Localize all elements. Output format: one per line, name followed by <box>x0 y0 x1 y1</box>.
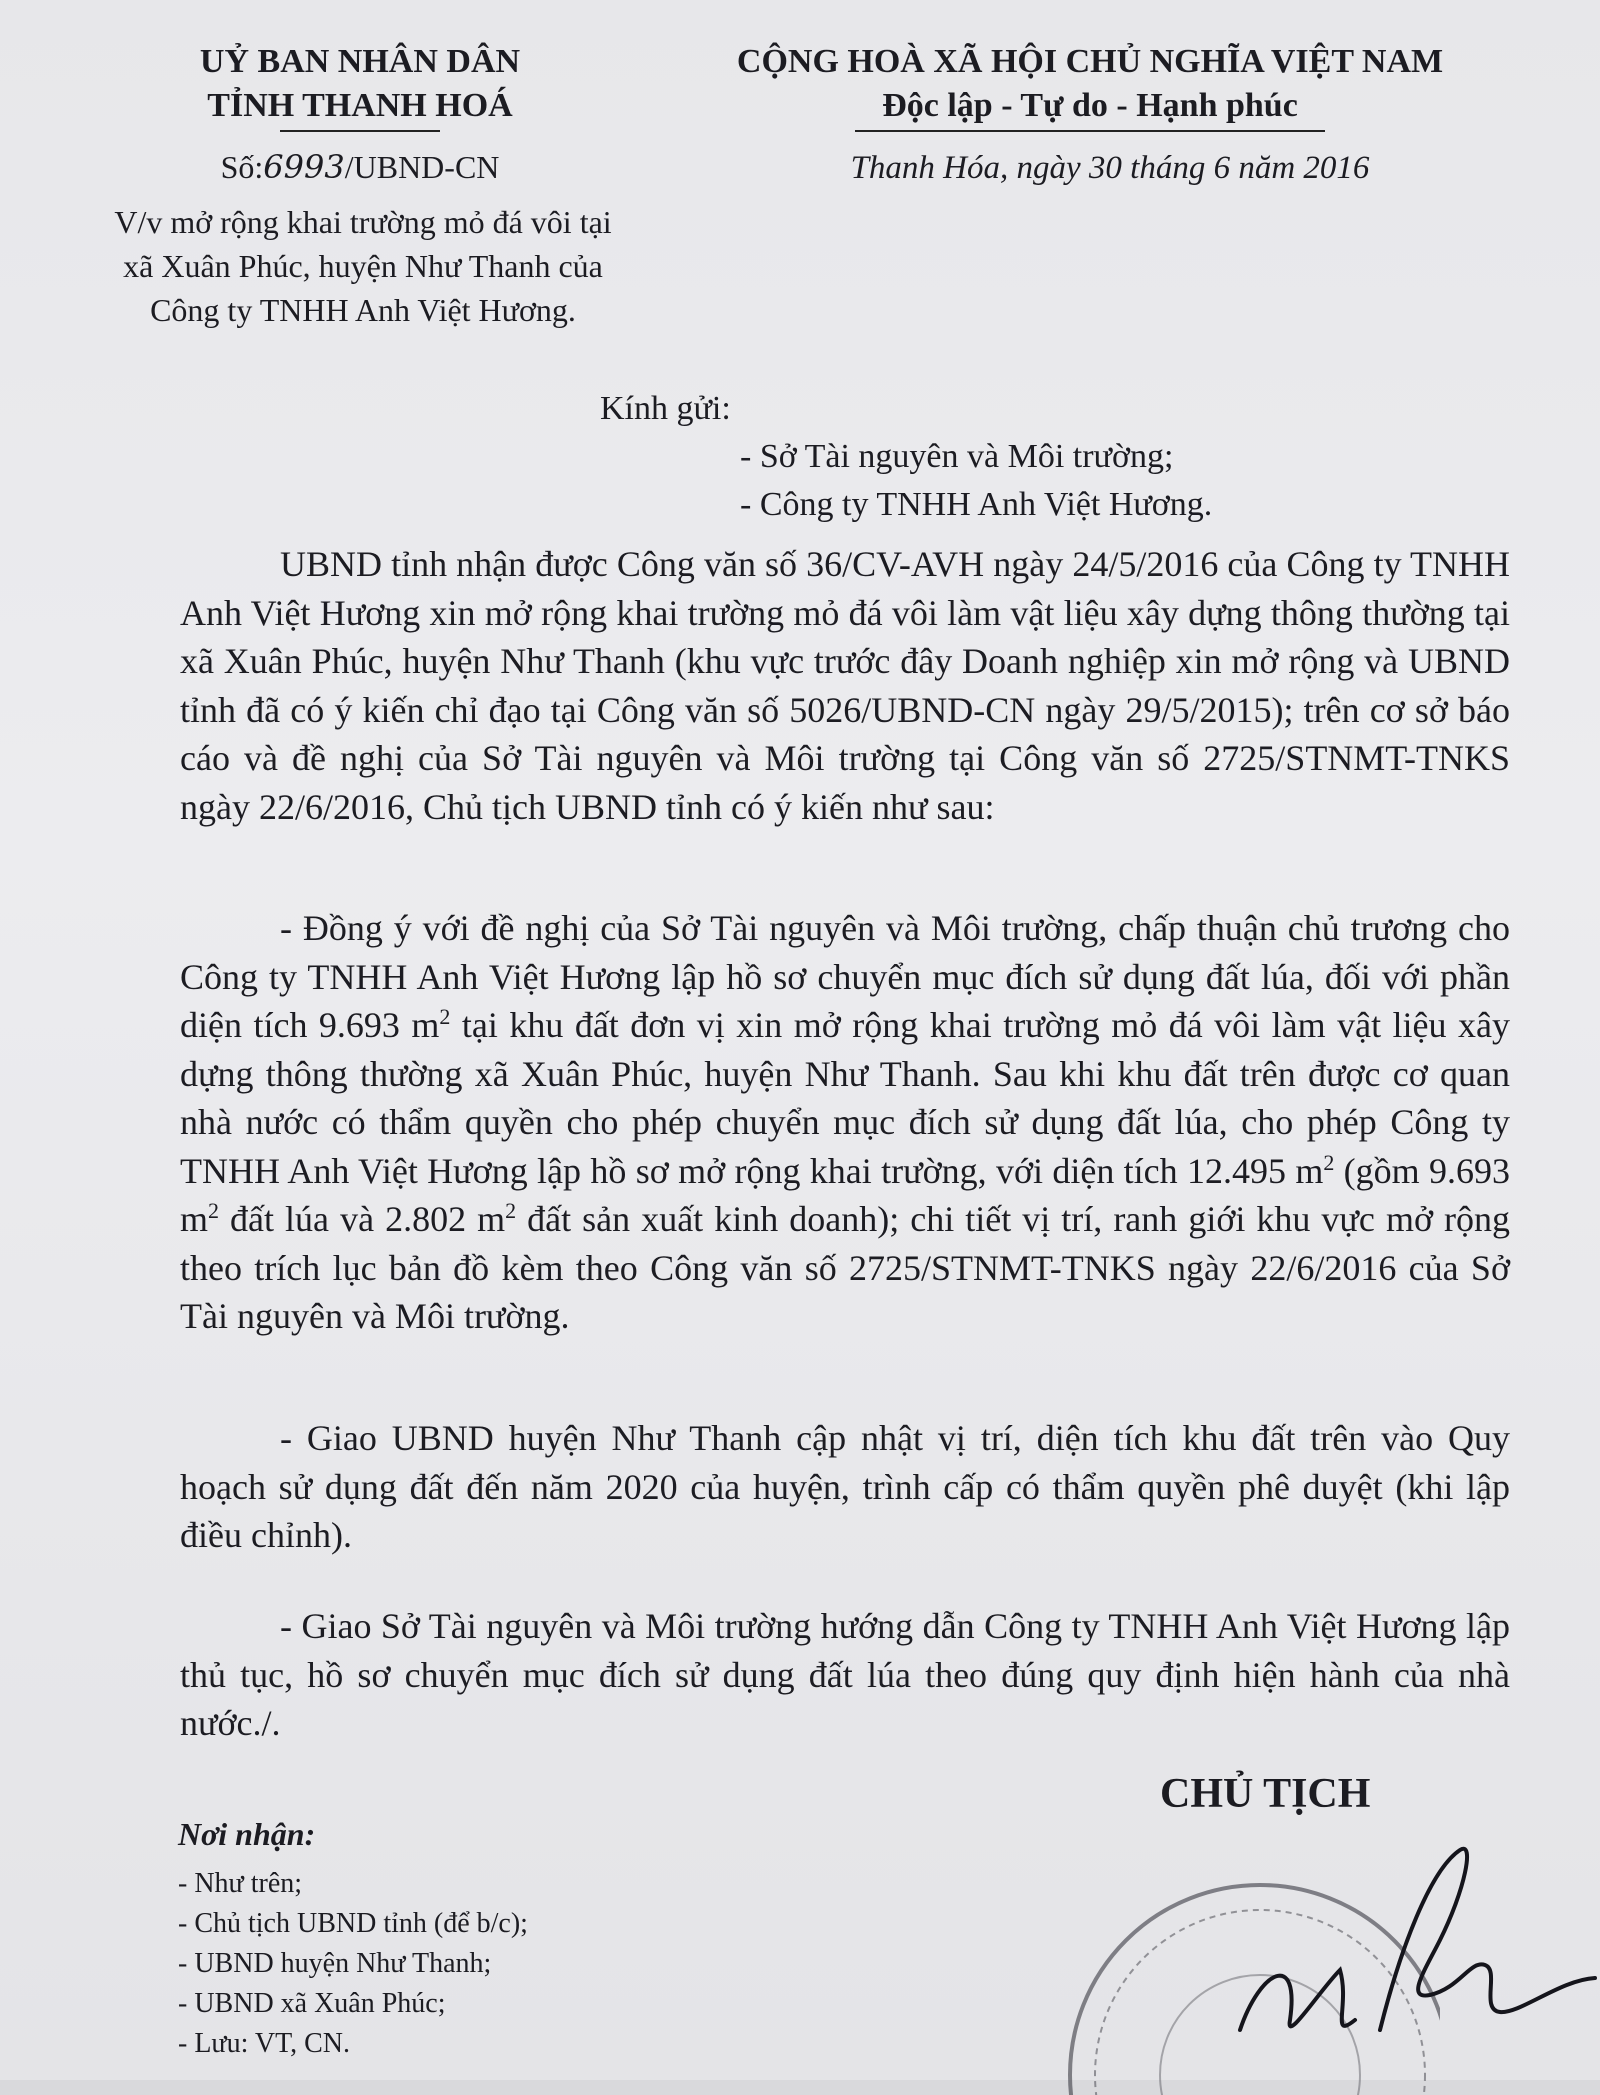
issuer-line-1: UỶ BAN NHÂN DÂN <box>199 43 521 80</box>
issuer-line-2: TỈNH THANH HOÁ <box>207 87 513 124</box>
document-date <box>700 150 1520 187</box>
doc-number-prefix: Số: <box>220 149 264 185</box>
doc-number-value: 6993 <box>263 148 345 186</box>
body-paragraph-2: - Giao UBND huyện Như Thanh cập nhật vị trí, diện tích khu đất trên vào Quy hoạch sử dụng đất đến năm 2020 của huyện, trình cấp có thẩm quyền phê duyệt (khi lập điều chỉnh). <box>180 1418 1510 1555</box>
recipient-item: - UBND huyện Như Thanh; <box>178 1948 492 1979</box>
p1-text-b: tại khu đất đơn vị xin mở rộng khai trường mỏ đá vôi làm vật liệu xây dựng thông thường xã Xuân Phúc, huyện Như Thanh. Sau khi khu đất trên được cơ quan nhà nước có thẩm quyền cho phép chuyển mục đích sử dụng đất lúa, cho phép Công ty TNHH Anh Việt Hương lập hồ sơ mở rộng khai trường, với diện tích 12.495 m <box>180 1005 1510 1191</box>
subject-line: V/v mở rộng khai trường mỏ đá vôi tại xã Xuân Phúc, huyện Như Thanh của Công ty TNHH Anh Việt Hương. <box>114 204 612 328</box>
recipient-item: - UBND xã Xuân Phúc; <box>178 1988 446 2019</box>
national-header <box>640 40 1540 132</box>
date-day: 30 <box>1088 150 1122 186</box>
p1-text-e: đất sản xuất kinh doanh); chi tiết vị trí, ranh giới khu vực mở rộng theo trích lục bản đồ kèm theo Công văn số 2725/STNMT-TNKS ngày 22/6/2016 của Sở Tài nguyên và Môi trường. <box>180 1199 1510 1336</box>
doc-number-suffix: /UBND-CN <box>344 149 500 185</box>
recipient-item: - Lưu: VT, CN. <box>178 2028 351 2059</box>
p1-text-c: (gồm 9.693 m <box>180 1150 1510 1239</box>
date-suffix: tháng 6 năm 2016 <box>1121 150 1370 186</box>
national-title: CỘNG HOÀ XÃ HỘI CHỦ NGHĨA VIỆT NAM <box>736 43 1444 80</box>
body-paragraph-1 <box>180 904 1510 1341</box>
recipients-list <box>178 1864 528 2064</box>
addressee-label: Kính gửi: <box>600 390 731 427</box>
date-prefix: Thanh Hóa, ngày <box>850 150 1089 186</box>
sup-mark: 2 <box>505 1198 517 1223</box>
recipient-item: - Chủ tịch UBND tỉnh (để b/c); <box>178 1908 528 1939</box>
body-intro: UBND tỉnh nhận được Công văn số 36/CV-AVH ngày 24/5/2016 của Công ty TNHH Anh Việt Hương xin mở rộng khai trường mỏ đá vôi làm vật liệu xây dựng thông thường tại xã Xuân Phúc, huyện Như Thanh (khu vực trước đây Doanh nghiệp xin mở rộng và UBND tỉnh đã có ý kiến chỉ đạo tại Công văn số 5026/UBND-CN ngày 29/5/2015); trên cơ sở báo cáo và đề nghị của Sở Tài nguyên và Môi trường tại Công văn số 2725/STNMT-TNKS ngày 22/6/2016, Chủ tịch UBND tỉnh có ý kiến như sau: <box>180 544 1510 827</box>
recipients-label: Nơi nhận: <box>178 1816 316 1852</box>
p1-text-d: đất lúa và 2.802 m <box>219 1199 506 1239</box>
signature-title: CHỦ TỊCH <box>1160 1771 1371 1817</box>
sup-mark: 2 <box>1323 1149 1335 1175</box>
document-number <box>120 148 600 186</box>
motto-underline <box>855 130 1325 132</box>
p1-text-a: - Đồng ý với đề nghị của Sở Tài nguyên và Môi trường, chấp thuận chủ trương cho Công ty TNHH Anh Việt Hương lập hồ sơ chuyển mục đích sử dụng đất lúa, đối với phần diện tích 9.693 m <box>180 908 1510 1045</box>
addressee-item: - Công ty TNHH Anh Việt Hương. <box>740 486 1213 523</box>
issuer-underline <box>280 130 440 132</box>
national-motto: Độc lập - Tự do - Hạnh phúc <box>882 87 1298 124</box>
issuer-header <box>120 40 600 132</box>
body-paragraph-3: - Giao Sở Tài nguyên và Môi trường hướng dẫn Công ty TNHH Anh Việt Hương lập thủ tục, hồ sơ chuyển mục đích sử dụng đất lúa theo đúng quy định hiện hành của nhà nước./. <box>180 1606 1510 1743</box>
handwritten-signature <box>1230 1830 1600 2060</box>
sup-mark: 2 <box>208 1198 220 1223</box>
addressee-item: - Sở Tài nguyên và Môi trường; <box>740 438 1174 475</box>
recipient-item: - Như trên; <box>178 1868 303 1899</box>
sup-mark: 2 <box>439 1004 451 1029</box>
